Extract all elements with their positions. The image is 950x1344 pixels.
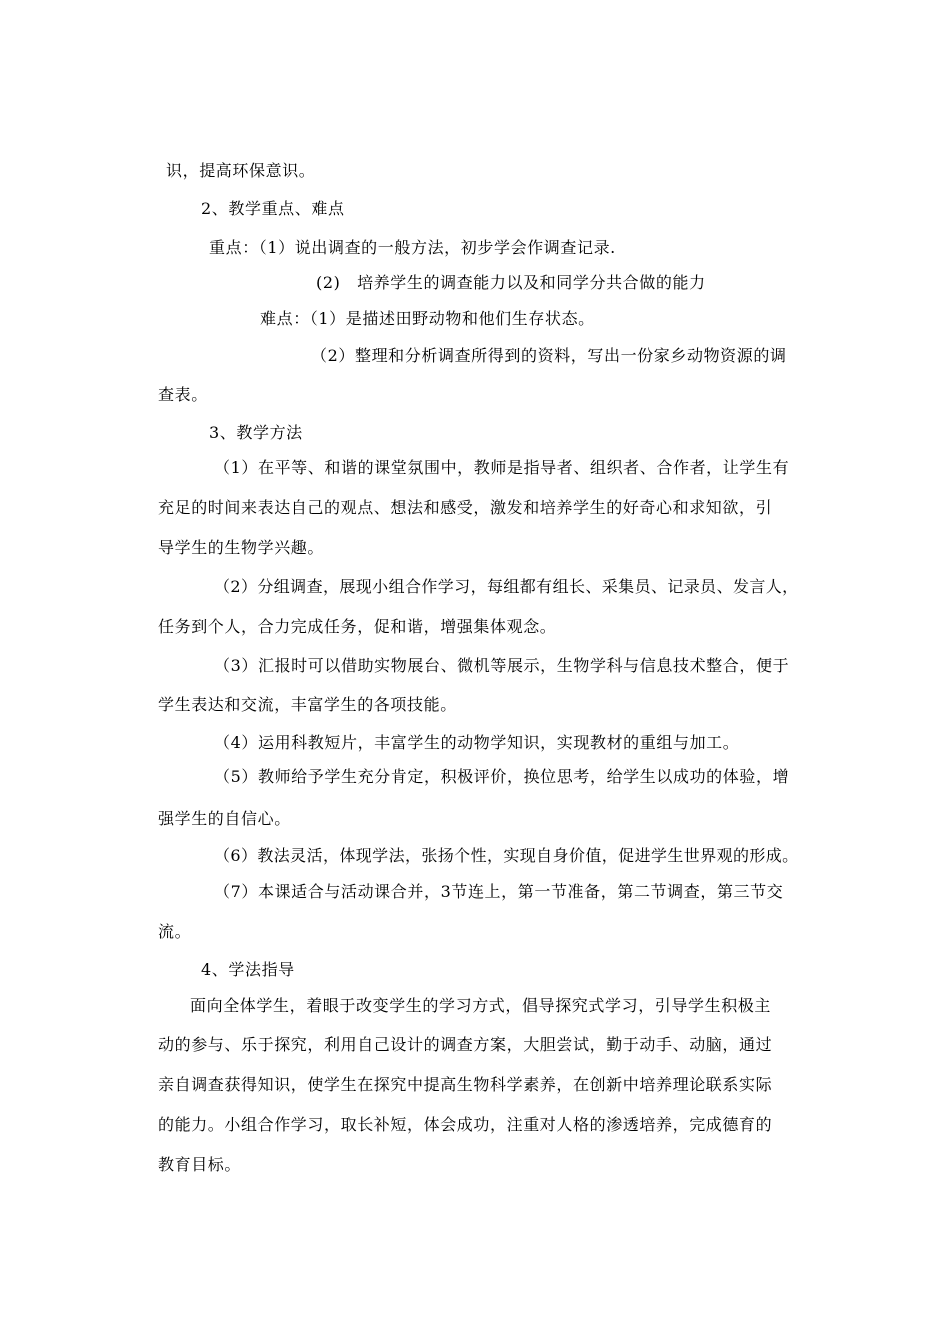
paragraph-line: 强学生的自信心。 [158,809,291,828]
text-line: 识，提高环保意识。 [166,161,316,180]
text-line: (2) 培养学生的调查能力以及和同学分共合做的能力 [316,273,706,292]
paragraph-line: （3）汇报时可以借助实物展台、微机等展示，生物学科与信息技术整合，便于 [214,656,790,675]
paragraph-line: 亲自调查获得知识，使学生在探究中提高生物科学素养，在创新中培养理论联系实际 [158,1075,773,1094]
paragraph-line: （5）教师给予学生充分肯定，积极评价，换位思考，给学生以成功的体验，增 [214,767,790,786]
text-line: 重点：（1）说出调查的一般方法，初步学会作调查记录. [209,238,616,257]
paragraph-line: 动的参与、乐于探究，利用自己设计的调查方案，大胆尝试，勤于动手、动脑，通过 [158,1035,773,1054]
paragraph-line: （6）教法灵活，体现学法，张扬个性，实现自身价值，促进学生世界观的形成。 [214,846,799,865]
paragraph-line: （1）在平等、和谐的课堂氛围中，教师是指导者、组织者、合作者，让学生有 [214,458,790,477]
section-heading: 4、学法指导 [201,960,295,979]
text-line: 查表。 [158,385,208,404]
section-heading: 2、教学重点、难点 [201,199,345,218]
paragraph-line: 学生表达和交流，丰富学生的各项技能。 [158,695,457,714]
paragraph-line: 导学生的生物学兴趣。 [158,538,325,557]
text-line: （2）整理和分析调查所得到的资料，写出一份家乡动物资源的调 [311,346,787,365]
section-heading: 3、教学方法 [209,423,303,442]
paragraph-line: 面向全体学生，着眼于改变学生的学习方式，倡导探究式学习，引导学生积极主 [190,996,772,1015]
paragraph-line: 的能力。小组合作学习，取长补短，体会成功，注重对人格的渗透培养，完成德育的 [158,1115,773,1134]
paragraph-line: 充足的时间来表达自己的观点、想法和感受，激发和培养学生的好奇心和求知欲，引 [158,498,773,517]
paragraph-line: （2）分组调查，展现小组合作学习，每组都有组长、采集员、记录员、发言人， [214,577,799,596]
paragraph-line: （7）本课适合与活动课合并，3节连上，第一节准备，第二节调查，第三节交 [214,882,784,901]
text-line: 难点：（1）是描述田野动物和他们生存状态。 [260,309,595,328]
paragraph-line: 任务到个人，合力完成任务，促和谐，增强集体观念。 [158,617,557,636]
paragraph-line: 教育目标。 [158,1155,242,1174]
paragraph-line: 流。 [158,922,192,941]
paragraph-line: （4）运用科教短片，丰富学生的动物学知识，实现教材的重组与加工。 [214,733,740,752]
